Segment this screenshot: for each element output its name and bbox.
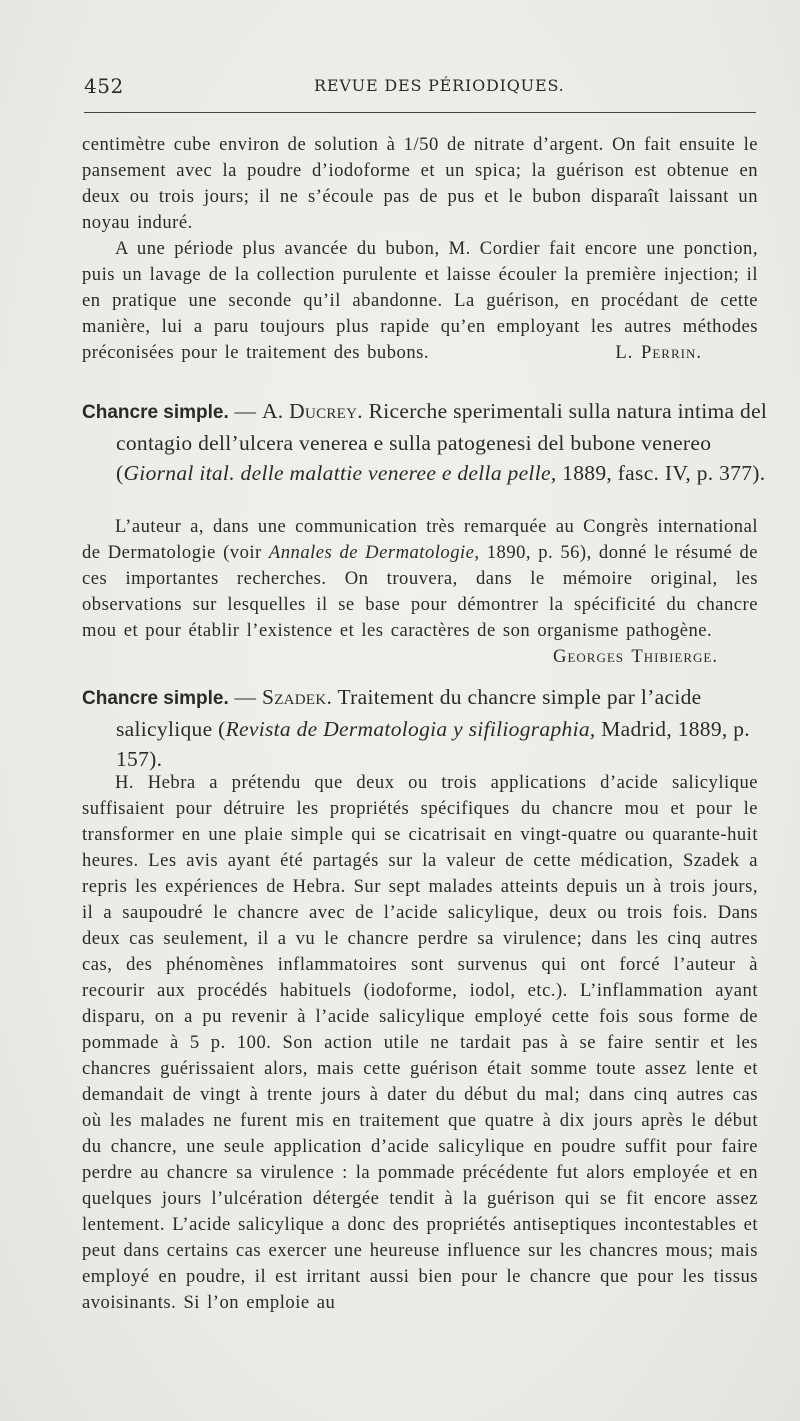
header-rule [84, 112, 756, 113]
journal-name: Annales de Dermatologie, [268, 542, 480, 563]
heading-dash: — [228, 685, 262, 709]
article-author: A. Ducrey. [261, 399, 363, 423]
article-reference: Madrid, 1889, p. 157). [116, 717, 750, 771]
heading-dash: — [228, 399, 262, 423]
page-header [84, 74, 756, 100]
signature: Georges Thibierge. [553, 646, 718, 667]
paragraph: centimètre cube environ de solution à 1/50 de nitrate d’argent. On fait ensuite le pansement avec la poudre d’iodoforme et un spica; la guérison est obtenue en deux ou trois jours; il ne s’écoule pas de pus et le bubon disparaît laissant un noyau induré. [82, 134, 758, 233]
running-title: REVUE DES PÉRIODIQUES. [314, 76, 565, 95]
article-heading [82, 396, 792, 488]
paragraph-text: 1890, p. 56), donné le résumé de ces importantes recherches. On trouvera, dans le mémoire original, les observations sur lesquelles il se base pour démontrer la spécificité du chancre mou et pour établir l’existence et les caractères de son organisme pathogène. [82, 542, 758, 641]
article-lead: Chancre simple. [82, 688, 229, 709]
journal-name: Giornal ital. delle malattie veneree e della pelle, [123, 461, 557, 485]
article-title: Ricerche sperimentali sulla natura intima del contagio dell’ulcera venerea e sulla patogenesi del bubone venereo ( [116, 399, 768, 485]
article-body [82, 770, 758, 1316]
page-number: 452 [84, 74, 124, 98]
article-heading [82, 682, 792, 774]
article-title: Traitement du chancre simple par l’acide salicylique ( [116, 685, 702, 741]
paragraph [82, 236, 758, 366]
paragraph-text: L’auteur a, dans une communication très remarquée au Congrès international de Dermatologie (voir [82, 516, 758, 563]
article-lead: Chancre simple. [82, 402, 229, 423]
article-body [82, 514, 758, 670]
signature: L. Perrin. [615, 342, 702, 363]
article-reference: 1889, fasc. IV, p. 377). [556, 461, 766, 485]
paragraph [82, 514, 758, 667]
journal-name: Revista de Dermatologia y sifiliographia, [225, 717, 596, 741]
article-author: Szadek. [261, 685, 333, 709]
paragraph: H. Hebra a prétendu que deux ou trois applications d’acide salicylique suffisaient pour détruire les propriétés spécifiques du chancre mou et pour le transformer en une plaie simple qui se cicatrisait en vingt-quatre ou quarante-huit heures. Les avis ayant été partagés sur la valeur de cette médication, Szadek a repris les expériences de Hebra. Sur sept malades atteints depuis un à trois jours, il a saupoudré le chancre avec de l’acide salicylique, deux ou trois fois. Dans deux cas seulement, il a vu le chancre perdre sa virulence; dans les cinq autres cas, des phénomènes inflammatoires sont survenus qui ont forcé l’auteur à recourir aux procédés habituels (iodoforme, iodol, etc.). L’inflammation ayant disparu, on a pu revenir à l’acide salicylique employé cette fois sous forme de pommade à 5 p. 100. Son action utile ne tardait pas à se faire sentir et les chancres guérissaient alors, mais cette guérison était somme toute assez lente et demandait de vingt à trente jours à dater du début du mal; dans cinq autres cas où les malades ne furent mis en traitement que quatre à dix jours après le début du chancre, une seule application d’acide salicylique en poudre suffit pour faire perdre au chancre sa virulence : la pommade précédente fut alors employée et en quelques jours l’ulcération détergée tendit à la guérison qui se fit encore assez lentement. L’acide salicylique a donc des propriétés antiseptiques incontestables et peut dans certains cas exercer une heureuse influence sur les chancres mous; mais employé en poudre, il est irritant aussi bien pour le chancre que pour les tissus avoisinants. Si l’on emploie au [82, 772, 758, 1313]
paragraph-text: A une période plus avancée du bubon, M. Cordier fait encore une ponction, puis un lavage de la collection purulente et laisse écouler la première injection; il en pratique une seconde qu’il abandonne. La guérison, en procédant de cette manière, lui a paru toujours plus rapide qu’en employant les autres méthodes préconisées pour le traitement des bubons. [82, 238, 758, 363]
continued-review [82, 132, 758, 366]
